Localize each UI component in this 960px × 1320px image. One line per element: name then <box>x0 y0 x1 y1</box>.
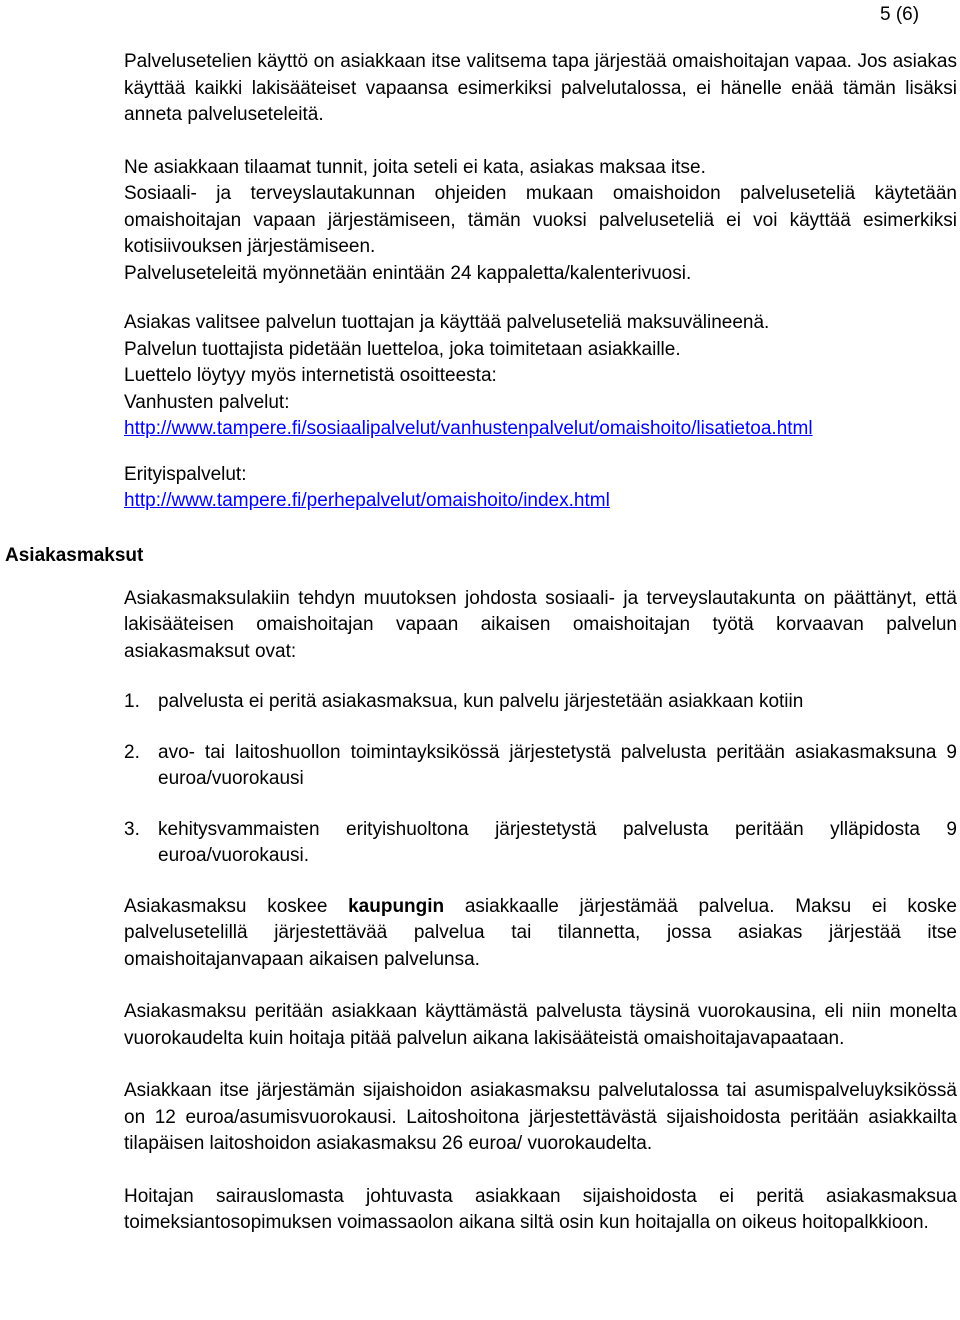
list-item-number: 1. <box>124 691 140 712</box>
document-body <box>124 49 957 1237</box>
city-para-before: Asiakasmaksu koskee <box>124 895 349 917</box>
special-services-label: Erityispalvelut: <box>124 463 247 485</box>
daily-fee-paragraph: Asiakasmaksu peritään asiakkaan käyttämästä palvelusta täysinä vuorokausina, eli niin monelta vuorokaudelta kuin hoitaja pitää palvelun aikana lakisääteistä omaishoitajavapaataan. <box>124 1001 957 1049</box>
provider-line-1: Asiakas valitsee palvelun tuottajan ja käyttää palveluseteliä maksuvälineenä. <box>124 312 770 333</box>
voucher-rules-line-3: Palveluseteleitä myönnetään enintään 24 kappaletta/kalenterivuosi. <box>124 262 692 284</box>
provider-list-paragraph <box>124 310 957 443</box>
voucher-intro-paragraph: Palvelusetelien käyttö on asiakkaan itse valitsema tapa järjestää omaishoitajan vapaa. Jos asiakas käyttää kaikki lakisääteiset vapaansa esimerkiksi palvelutalossa, ei hänelle enää tämän lisäksi anneta palveluseteleitä. <box>124 51 957 125</box>
special-services-block <box>124 462 957 515</box>
list-item <box>124 740 957 793</box>
list-item-text: avo- tai laitoshuollon toimintayksikössä järjestetystä palvelusta peritään asiakasmaksuna 9 euroa/vuorokausi <box>158 741 957 789</box>
substitute-care-paragraph: Asiakkaan itse järjestämän sijaishoidon asiakasmaksu palvelutalossa tai asumispalveluyksikössä on 12 euroa/asumisvuorokausi. Laitoshoitona järjestettävästä sijaishoidosta peritään asiakkailta tilapäisen laitoshoidon asiakasmaksu 26 euroa/ vuorokaudelta. <box>124 1080 957 1154</box>
page-number: 5 (6) <box>880 4 920 25</box>
city-client-paragraph <box>124 894 957 974</box>
list-item <box>124 689 957 716</box>
elderly-services-link[interactable]: http://www.tampere.fi/sosiaalipalvelut/vanhustenpalvelut/omaishoito/lisatietoa.html <box>124 418 813 439</box>
list-item-text: palvelusta ei peritä asiakasmaksua, kun palvelu järjestetään asiakkaan kotiin <box>158 691 804 712</box>
list-item-text: kehitysvammaisten erityishuoltona järjestetystä palvelusta peritään ylläpidosta 9 euroa/vuorokausi. <box>158 818 957 866</box>
fees-intro-paragraph: Asiakasmaksulakiin tehdyn muutoksen johdosta sosiaali- ja terveyslautakunta on päättänyt, että lakisääteisen omaishoitajan vapaan aikaisen omaishoitajan työtä korvaavan palvelun asiakasmaksut ovat: <box>124 587 957 662</box>
voucher-rules-line-2: Sosiaali- ja terveyslautakunnan ohjeiden mukaan omaishoidon palveluseteliä käytetään omaishoitajan vapaan järjestämiseen, tämän vuoksi palveluseteliä ei voi käyttää esimerkiksi kotisiivouksen järjestämiseen. <box>124 183 957 257</box>
voucher-rules-line-1: Ne asiakkaan tilaamat tunnit, joita seteli ei kata, asiakas maksaa itse. <box>124 156 706 178</box>
city-para-bold: kaupungin <box>348 895 445 917</box>
elderly-services-label: Vanhusten palvelut: <box>124 391 290 413</box>
list-item-number: 2. <box>124 741 140 763</box>
list-item-number: 3. <box>124 818 140 840</box>
sick-leave-paragraph: Hoitajan sairauslomasta johtuvasta asiakkaan sijaishoidosta ei peritä asiakasmaksua toimeksiantosopimuksen voimassaolon aikana siltä osin kun hoitajalla on oikeus hoitopalkkioon. <box>124 1185 957 1233</box>
voucher-rules-paragraph <box>124 155 957 288</box>
provider-line-2: Palvelun tuottajista pidetään luetteloa, joka toimitetaan asiakkaille. <box>124 338 681 360</box>
list-item <box>124 817 957 870</box>
special-services-link[interactable]: http://www.tampere.fi/perhepalvelut/omaishoito/index.html <box>124 490 610 511</box>
provider-line-3: Luettelo löytyy myös internetistä osoitteesta: <box>124 365 497 386</box>
city-para-after: asiakkaalle järjestämää palvelua. Maksu ei koske palvelusetelillä järjestettävää palvelua tai tilannetta, jossa asiakas järjestää itse omaishoitajanvapaan aikaisen palvelunsa. <box>124 895 957 970</box>
section-heading-asiakasmaksut: Asiakasmaksut <box>5 545 144 566</box>
